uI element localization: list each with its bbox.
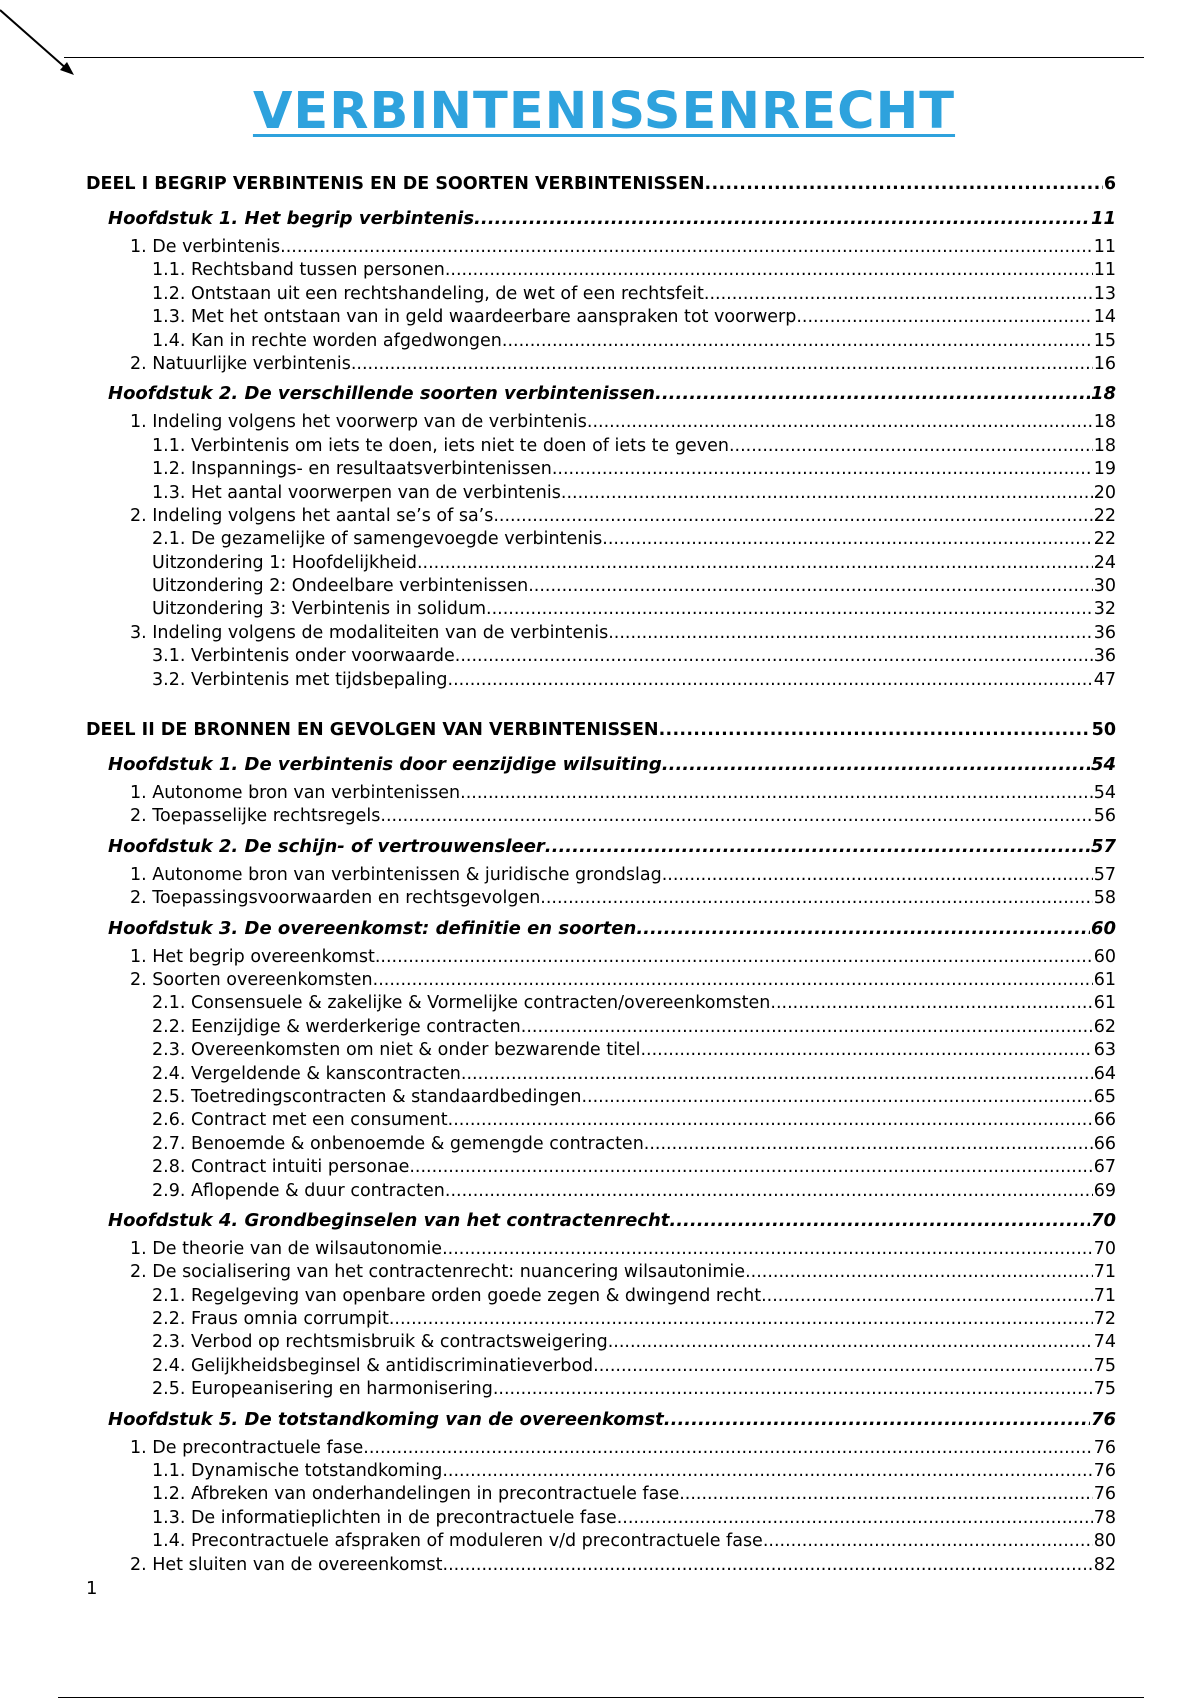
toc-entry-page: 57 (1090, 835, 1116, 857)
toc-entry-page: 50 (1091, 720, 1116, 741)
toc-entry-label: 1.3. Met het ontstaan van in geld waardeerbare aanspraken tot voorwerp (152, 307, 797, 328)
dot-leader (617, 1507, 1093, 1530)
dot-leader (351, 353, 1093, 376)
toc-entry-page: 76 (1093, 1461, 1116, 1482)
toc-entry-page: 66 (1093, 1133, 1116, 1154)
toc-entry-label: 1.4. Kan in rechte worden afgedwongen (152, 330, 502, 351)
toc-entry-page: 60 (1090, 917, 1116, 939)
toc-entry-page: 36 (1093, 622, 1116, 643)
toc-entry-l1 (86, 969, 1116, 992)
dot-leader (602, 528, 1092, 551)
toc-entry-label: Hoofdstuk 2. De verschillende soorten verbintenissen (108, 383, 655, 405)
toc-entry-l2 (86, 1530, 1116, 1553)
dot-leader (521, 1016, 1093, 1039)
toc-entry-label: 1.2. Ontstaan uit een rechtshandeling, de wet of een rechtsfeit (152, 283, 704, 304)
toc-entry-page: 64 (1093, 1063, 1116, 1084)
dot-leader (493, 505, 1092, 528)
toc-entry-page: 54 (1090, 754, 1116, 776)
toc-entry-label: 2.1. De gezamelijke of samengevoegde verbintenis (152, 529, 603, 550)
toc-entry-l2 (86, 1180, 1116, 1203)
toc-entry-l1 (86, 1238, 1116, 1261)
toc-entry-label: 1. De verbintenis (130, 237, 281, 257)
toc-entry-l2 (86, 1460, 1116, 1483)
toc-entry-label: Uitzondering 2: Ondeelbare verbintenissen (152, 576, 529, 597)
toc-entry-page: 75 (1093, 1355, 1116, 1376)
dot-leader (448, 1109, 1093, 1132)
dot-leader (528, 575, 1093, 598)
toc-entry-l2 (86, 598, 1116, 621)
toc-entry-label: 1. Het begrip overeenkomst (130, 946, 375, 967)
toc-entry-page: 75 (1093, 1379, 1116, 1400)
dot-leader (608, 622, 1093, 645)
toc-entry-label: 2.5. Europeanisering en harmonisering (152, 1379, 493, 1400)
toc-entry-l2 (86, 1483, 1116, 1506)
toc-entry-hfd (86, 377, 1116, 411)
toc-entry-label: 2.1. Consensuele & zakelijke & Vormelijke contracten/overeenkomsten (152, 993, 771, 1014)
dot-leader (669, 1204, 1090, 1238)
toc-entry-page: 36 (1093, 646, 1116, 667)
toc-entry-label: 2.6. Contract met een consument (152, 1110, 448, 1131)
toc-entry-label: 1.4. Precontractuele afspraken of moduleren v/d precontractuele fase (152, 1531, 763, 1552)
toc-entry-page: 80 (1093, 1531, 1116, 1552)
bottom-rule (58, 1697, 1144, 1698)
toc-entry-deel (86, 166, 1116, 202)
dot-leader (679, 1483, 1093, 1506)
toc-entry-label: 3.1. Verbintenis onder voorwaarde (152, 646, 455, 667)
toc-entry-l2 (86, 528, 1116, 551)
toc-entry-label: 2.4. Vergeldende & kanscontracten (152, 1063, 461, 1084)
toc-entry-l1 (86, 353, 1116, 376)
toc-entry-label: 2.3. Verbod op rechtsmisbruik & contractsweigering (152, 1332, 608, 1353)
toc-entry-page: 62 (1093, 1016, 1116, 1037)
toc-entry-label: 2. Soorten overeenkomsten (130, 969, 373, 990)
toc-entry-label: 2.8. Contract intuiti personae (152, 1157, 410, 1178)
dot-leader (375, 946, 1093, 969)
dot-leader (442, 1238, 1093, 1261)
dot-leader (445, 259, 1093, 282)
toc-entry-l1 (86, 805, 1116, 828)
toc-entry-page: 72 (1093, 1309, 1116, 1330)
toc-entry-l2 (86, 1331, 1116, 1354)
dot-leader (662, 864, 1093, 887)
toc-entry-page: 22 (1093, 529, 1116, 550)
dot-leader (545, 830, 1090, 864)
dot-leader (655, 377, 1090, 411)
toc-entry-page: 6 (1103, 174, 1116, 194)
toc-entry-label: 1. Indeling volgens het voorwerp van de verbintenis (130, 412, 587, 433)
toc-entry-label: 2.9. Aflopende & duur contracten (152, 1180, 445, 1201)
toc-entry-label: 3. Indeling volgens de modaliteiten van de verbintenis (130, 622, 609, 643)
toc-entry-label: 1. Autonome bron van verbintenissen (130, 783, 461, 804)
toc-entry-page: 15 (1093, 330, 1116, 351)
toc-entry-hfd (86, 1403, 1116, 1437)
toc-entry-label: Uitzondering 3: Verbintenis in solidum (152, 599, 487, 620)
toc-entry-l2 (86, 1507, 1116, 1530)
toc-entry-l2 (86, 306, 1116, 329)
toc-entry-label: Hoofdstuk 1. De verbintenis door eenzijdige wilsuiting (108, 754, 662, 776)
toc-entry-page: 67 (1093, 1157, 1116, 1178)
toc-entry-page: 65 (1093, 1086, 1116, 1107)
toc-entry-l2 (86, 482, 1116, 505)
toc-entry-l1 (86, 622, 1116, 645)
toc-entry-l2 (86, 458, 1116, 481)
toc-entry-label: 2. Het sluiten van de overeenkomst (130, 1554, 443, 1575)
toc-entry-l2 (86, 1109, 1116, 1132)
table-of-contents (86, 166, 1116, 1577)
toc-entry-page: 30 (1093, 576, 1116, 597)
toc-entry-l2 (86, 575, 1116, 598)
page-number: 1 (86, 1578, 98, 1599)
toc-entry-l1 (86, 946, 1116, 969)
toc-entry-hfd (86, 1204, 1116, 1238)
toc-entry-label: 2. Toepassingsvoorwaarden en rechtsgevolgen (130, 888, 541, 909)
toc-entry-l1 (86, 236, 1116, 259)
toc-entry-l1 (86, 411, 1116, 434)
dot-leader (796, 306, 1092, 329)
toc-entry-l2 (86, 1285, 1116, 1308)
dot-leader (540, 887, 1092, 910)
dot-leader (636, 912, 1090, 946)
toc-entry-l2 (86, 1308, 1116, 1331)
toc-entry-label: Uitzondering 1: Hoofdelijkheid (152, 552, 417, 573)
dot-leader (608, 1331, 1093, 1354)
dot-leader (770, 992, 1092, 1015)
toc-entry-page: 14 (1093, 307, 1116, 328)
toc-entry-page: 78 (1093, 1507, 1116, 1528)
toc-entry-l1 (86, 887, 1116, 910)
toc-entry-l1 (86, 864, 1116, 887)
toc-entry-l2 (86, 1063, 1116, 1086)
toc-entry-label: 2.3. Overeenkomsten om niet & onder bezwarende titel (152, 1040, 641, 1061)
toc-entry-label: 2. Indeling volgens het aantal se’s of sa’s (130, 505, 494, 526)
dot-leader (593, 1355, 1093, 1378)
toc-entry-page: 70 (1090, 1209, 1116, 1231)
toc-entry-page: 11 (1093, 237, 1116, 257)
toc-entry-page: 60 (1093, 946, 1116, 967)
toc-entry-label: 1.3. De informatieplichten in de precontractuele fase (152, 1507, 617, 1528)
dot-leader (502, 330, 1093, 353)
toc-entry-page: 47 (1093, 669, 1116, 690)
toc-entry-label: Hoofdstuk 1. Het begrip verbintenis (108, 208, 475, 229)
toc-entry-l2 (86, 435, 1116, 458)
toc-entry-page: 54 (1093, 783, 1116, 804)
toc-entry-page: 63 (1093, 1040, 1116, 1061)
toc-entry-l2 (86, 330, 1116, 353)
toc-entry-l1 (86, 782, 1116, 805)
toc-entry-page: 13 (1093, 283, 1116, 304)
toc-entry-deel (86, 712, 1116, 748)
dot-leader (380, 805, 1092, 828)
toc-entry-l1 (86, 1437, 1116, 1460)
dot-leader (486, 598, 1093, 621)
toc-entry-page: 76 (1090, 1408, 1116, 1430)
toc-entry-label: Hoofdstuk 4. Grondbeginselen van het contractenrecht (108, 1209, 670, 1231)
toc-entry-label: 2.2. Fraus omnia corrumpit (152, 1309, 389, 1330)
toc-entry-label: 3.2. Verbintenis met tijdsbepaling (152, 669, 448, 690)
dot-leader (704, 283, 1093, 306)
dot-leader (761, 1285, 1093, 1308)
dot-leader (644, 1133, 1093, 1156)
toc-entry-label: 1.3. Het aantal voorwerpen van de verbintenis (152, 482, 561, 503)
toc-entry-page: 71 (1093, 1262, 1116, 1283)
dot-leader (493, 1378, 1093, 1401)
toc-entry-page: 57 (1093, 864, 1116, 885)
dot-leader (448, 669, 1093, 692)
toc-entry-label: Hoofdstuk 3. De overeenkomst: definitie en soorten (108, 917, 637, 939)
toc-entry-l2 (86, 1039, 1116, 1062)
toc-entry-page: 11 (1090, 208, 1116, 229)
dot-leader (373, 969, 1093, 992)
toc-entry-l2 (86, 259, 1116, 282)
toc-entry-label: 2.4. Gelijkheidsbeginsel & antidiscriminatieverbod (152, 1355, 594, 1376)
toc-entry-l2 (86, 992, 1116, 1015)
toc-entry-label: 1.1. Rechtsband tussen personen (152, 260, 445, 281)
toc-entry-l2 (86, 1355, 1116, 1378)
toc-entry-l2 (86, 1133, 1116, 1156)
toc-entry-label: 2.7. Benoemde & onbenoemde & gemengde contracten (152, 1133, 644, 1154)
toc-entry-label: 2.1. Regelgeving van openbare orden goede zegen & dwingend recht (152, 1285, 762, 1306)
document-title: VERBINTENISSENRECHT (252, 82, 956, 141)
dot-leader (552, 458, 1093, 481)
toc-entry-page: 70 (1093, 1238, 1116, 1259)
dot-leader (587, 411, 1093, 434)
dot-leader (640, 1039, 1092, 1062)
dot-leader (363, 1437, 1092, 1460)
dot-leader (442, 1460, 1092, 1483)
toc-entry-label: 2. Natuurlijke verbintenis (130, 353, 351, 374)
toc-entry-label: 1. De precontractuele fase (130, 1437, 364, 1458)
dot-leader (763, 1530, 1093, 1553)
toc-entry-label: 2. De socialisering van het contractenrecht: nuancering wilsautonimie (130, 1262, 746, 1283)
toc-entry-label: 1.1. Verbintenis om iets te doen, iets niet te doen of iets te geven (152, 435, 729, 456)
toc-entry-page: 82 (1093, 1554, 1116, 1575)
toc-entry-hfd (86, 202, 1116, 236)
dot-leader (409, 1156, 1092, 1179)
toc-entry-hfd (86, 748, 1116, 782)
dot-leader (389, 1308, 1093, 1331)
dot-leader (664, 1403, 1090, 1437)
toc-entry-label: Hoofdstuk 5. De totstandkoming van de overeenkomst (108, 1408, 664, 1430)
toc-entry-page: 76 (1093, 1484, 1116, 1505)
toc-entry-page: 74 (1093, 1332, 1116, 1353)
dot-leader (705, 166, 1103, 202)
toc-entry-label: 1. De theorie van de wilsautonomie (130, 1238, 443, 1259)
dot-leader (729, 435, 1093, 458)
toc-entry-label: Hoofdstuk 2. De schijn- of vertrouwensleer (108, 835, 545, 857)
dot-leader (417, 552, 1093, 575)
toc-entry-l2 (86, 1016, 1116, 1039)
toc-entry-page: 32 (1093, 599, 1116, 620)
toc-entry-label: DEEL II DE BRONNEN EN GEVOLGEN VAN VERBINTENISSEN (86, 720, 659, 741)
toc-entry-page: 18 (1090, 383, 1116, 405)
toc-entry-label: DEEL I BEGRIP VERBINTENIS EN DE SOORTEN VERBINTENISSEN (86, 174, 705, 194)
toc-entry-page: 71 (1093, 1285, 1116, 1306)
dot-leader (659, 712, 1091, 748)
toc-entry-l2 (86, 669, 1116, 692)
toc-entry-page: 18 (1093, 435, 1116, 456)
toc-entry-page: 66 (1093, 1110, 1116, 1131)
dot-leader (581, 1086, 1092, 1109)
dot-leader (662, 748, 1090, 782)
toc-entry-page: 19 (1093, 459, 1116, 480)
toc-entry-page: 61 (1093, 993, 1116, 1014)
toc-entry-l2 (86, 645, 1116, 668)
dot-leader (745, 1261, 1093, 1284)
toc-entry-page: 76 (1093, 1437, 1116, 1458)
toc-entry-l1 (86, 1261, 1116, 1284)
toc-entry-l2 (86, 1378, 1116, 1401)
toc-entry-page: 58 (1093, 888, 1116, 909)
toc-entry-page: 24 (1093, 552, 1116, 573)
toc-entry-label: 2.5. Toetredingscontracten & standaardbedingen (152, 1086, 582, 1107)
top-rule (64, 57, 1144, 58)
toc-entry-label: 1.2. Inspannings- en resultaatsverbintenissen (152, 459, 552, 480)
dot-leader (474, 202, 1090, 236)
toc-entry-label: 2. Toepasselijke rechtsregels (130, 806, 381, 827)
toc-entry-page: 22 (1093, 505, 1116, 526)
toc-entry-page: 18 (1093, 412, 1116, 433)
toc-entry-label: 1.1. Dynamische totstandkoming (152, 1461, 443, 1482)
toc-entry-l2 (86, 1156, 1116, 1179)
toc-entry-label: 1.2. Afbreken van onderhandelingen in precontractuele fase (152, 1484, 680, 1505)
toc-entry-page: 69 (1093, 1180, 1116, 1201)
toc-entry-page: 20 (1093, 482, 1116, 503)
toc-entry-l1 (86, 1554, 1116, 1577)
toc-entry-l2 (86, 552, 1116, 575)
toc-entry-page: 61 (1093, 969, 1116, 990)
toc-entry-label: 1. Autonome bron van verbintenissen & juridische grondslag (130, 864, 662, 885)
toc-entry-hfd (86, 830, 1116, 864)
corner-arrow-icon (0, 0, 80, 80)
dot-leader (460, 782, 1093, 805)
toc-entry-label: 2.2. Eenzijdige & werderkerige contracten (152, 1016, 521, 1037)
dot-leader (455, 645, 1093, 668)
dot-leader (445, 1180, 1093, 1203)
dot-leader (280, 236, 1093, 259)
toc-entry-l2 (86, 1086, 1116, 1109)
toc-entry-l2 (86, 283, 1116, 306)
toc-entry-page: 16 (1093, 353, 1116, 374)
dot-leader (461, 1063, 1093, 1086)
toc-entry-hfd (86, 912, 1116, 946)
toc-entry-page: 56 (1093, 806, 1116, 827)
toc-entry-l1 (86, 505, 1116, 528)
dot-leader (561, 482, 1093, 505)
toc-entry-page: 11 (1093, 260, 1116, 281)
dot-leader (443, 1554, 1093, 1577)
